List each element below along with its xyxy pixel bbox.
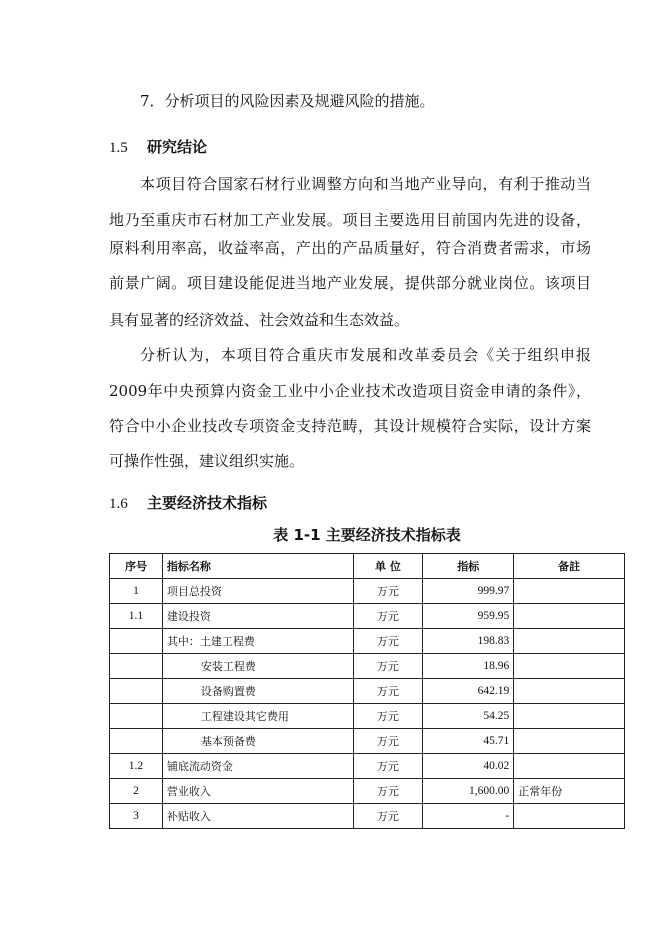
cell-name: 项目总投资: [162, 579, 353, 604]
table-row: [110, 729, 625, 754]
cell-name: 铺底流动资金: [162, 754, 353, 779]
cell-value: 45.71: [423, 729, 514, 754]
cell-no: 1: [110, 579, 163, 604]
conclusion-line: 原料利用率高，收益率高，产出的产品质量好，符合消费者需求，市场: [109, 239, 591, 257]
cell-value: 54.25: [423, 704, 514, 729]
table-row: [110, 654, 625, 679]
cell-note: [514, 804, 625, 829]
cell-unit: 万元: [353, 654, 423, 679]
cell-no: [110, 679, 163, 704]
section-heading-indicators: [109, 493, 267, 514]
cell-value: 642.19: [423, 679, 514, 704]
cell-unit: 万元: [353, 804, 423, 829]
cell-name: 其中：土建工程费: [162, 629, 353, 654]
cell-unit: 万元: [353, 579, 423, 604]
conclusion-line: 本项目符合国家石材行业调整方向和当地产业导向，有利于推动当: [140, 175, 591, 193]
cell-value: 959.95: [423, 604, 514, 629]
table-row: [110, 779, 625, 804]
table-row: [110, 754, 625, 779]
cell-note: [514, 654, 625, 679]
header-name: 指标名称: [162, 554, 353, 579]
cell-no: 1.1: [110, 604, 163, 629]
cell-value: 198.83: [423, 629, 514, 654]
cell-name: 营业收入: [162, 779, 353, 804]
conclusion-line: 可操作性强，建议组织实施。: [109, 452, 305, 470]
cell-name: 安装工程费: [162, 654, 353, 679]
cell-no: 2: [110, 779, 163, 804]
cell-no: 1.2: [110, 754, 163, 779]
header-note: 备註: [514, 554, 625, 579]
cell-note: [514, 754, 625, 779]
header-no: 序号: [110, 554, 163, 579]
table-row: [110, 704, 625, 729]
table-header-row: [110, 554, 625, 579]
cell-value: 40.02: [423, 754, 514, 779]
cell-note: [514, 579, 625, 604]
cell-no: [110, 729, 163, 754]
risk-item-text: 7．分析项目的风险因素及规避风险的措施。: [140, 92, 435, 110]
cell-value: 18.96: [423, 654, 514, 679]
economic-indicators-table: [109, 553, 625, 829]
cell-name: 工程建设其它费用: [162, 704, 353, 729]
section-title: 研究结论: [147, 138, 208, 156]
section-number: 1.5: [109, 140, 128, 156]
cell-no: [110, 629, 163, 654]
table-row: [110, 629, 625, 654]
table-row: [110, 604, 625, 629]
cell-name: 补贴收入: [162, 804, 353, 829]
table-row: [110, 804, 625, 829]
cell-unit: 万元: [353, 754, 423, 779]
cell-unit: 万元: [353, 679, 423, 704]
section-heading-conclusion: [109, 137, 207, 158]
cell-note: [514, 679, 625, 704]
cell-name: 设备购置费: [162, 679, 353, 704]
cell-note: [514, 629, 625, 654]
table-row: [110, 579, 625, 604]
section-title: 主要经济技术指标: [147, 494, 268, 512]
cell-unit: 万元: [353, 629, 423, 654]
cell-unit: 万元: [353, 604, 423, 629]
cell-value: 1,600.00: [423, 779, 514, 804]
cell-unit: 万元: [353, 704, 423, 729]
conclusion-line: 分析认为，本项目符合重庆市发展和改革委员会《关于组织申报: [140, 346, 591, 364]
cell-note: 正常年份: [514, 779, 625, 804]
cell-no: 3: [110, 804, 163, 829]
conclusion-line: 地乃至重庆市石材加工产业发展。项目主要选用目前国内先进的设备，: [109, 211, 591, 229]
header-value: 指标: [423, 554, 514, 579]
table-caption: 表 1-1 主要经济技术指标表: [273, 526, 461, 544]
cell-no: [110, 704, 163, 729]
cell-value: 999.97: [423, 579, 514, 604]
conclusion-line: 前景广阔。项目建设能促进当地产业发展，提供部分就业岗位。该项目: [109, 274, 591, 292]
cell-unit: 万元: [353, 729, 423, 754]
cell-no: [110, 654, 163, 679]
header-unit: 单 位: [353, 554, 423, 579]
conclusion-line: 2009年中央预算内资金工业中小企业技术改造项目资金申请的条件》，: [109, 382, 591, 400]
cell-note: [514, 729, 625, 754]
cell-value: -: [423, 804, 514, 829]
table-row: [110, 679, 625, 704]
conclusion-line: 具有显著的经济效益、社会效益和生态效益。: [109, 311, 410, 329]
section-number: 1.6: [109, 496, 128, 512]
cell-name: 建设投资: [162, 604, 353, 629]
cell-unit: 万元: [353, 779, 423, 804]
cell-note: [514, 704, 625, 729]
cell-name: 基本预备费: [162, 729, 353, 754]
cell-note: [514, 604, 625, 629]
conclusion-line: 符合中小企业技改专项资金支持范畴，其设计规模符合实际，设计方案: [109, 417, 591, 435]
